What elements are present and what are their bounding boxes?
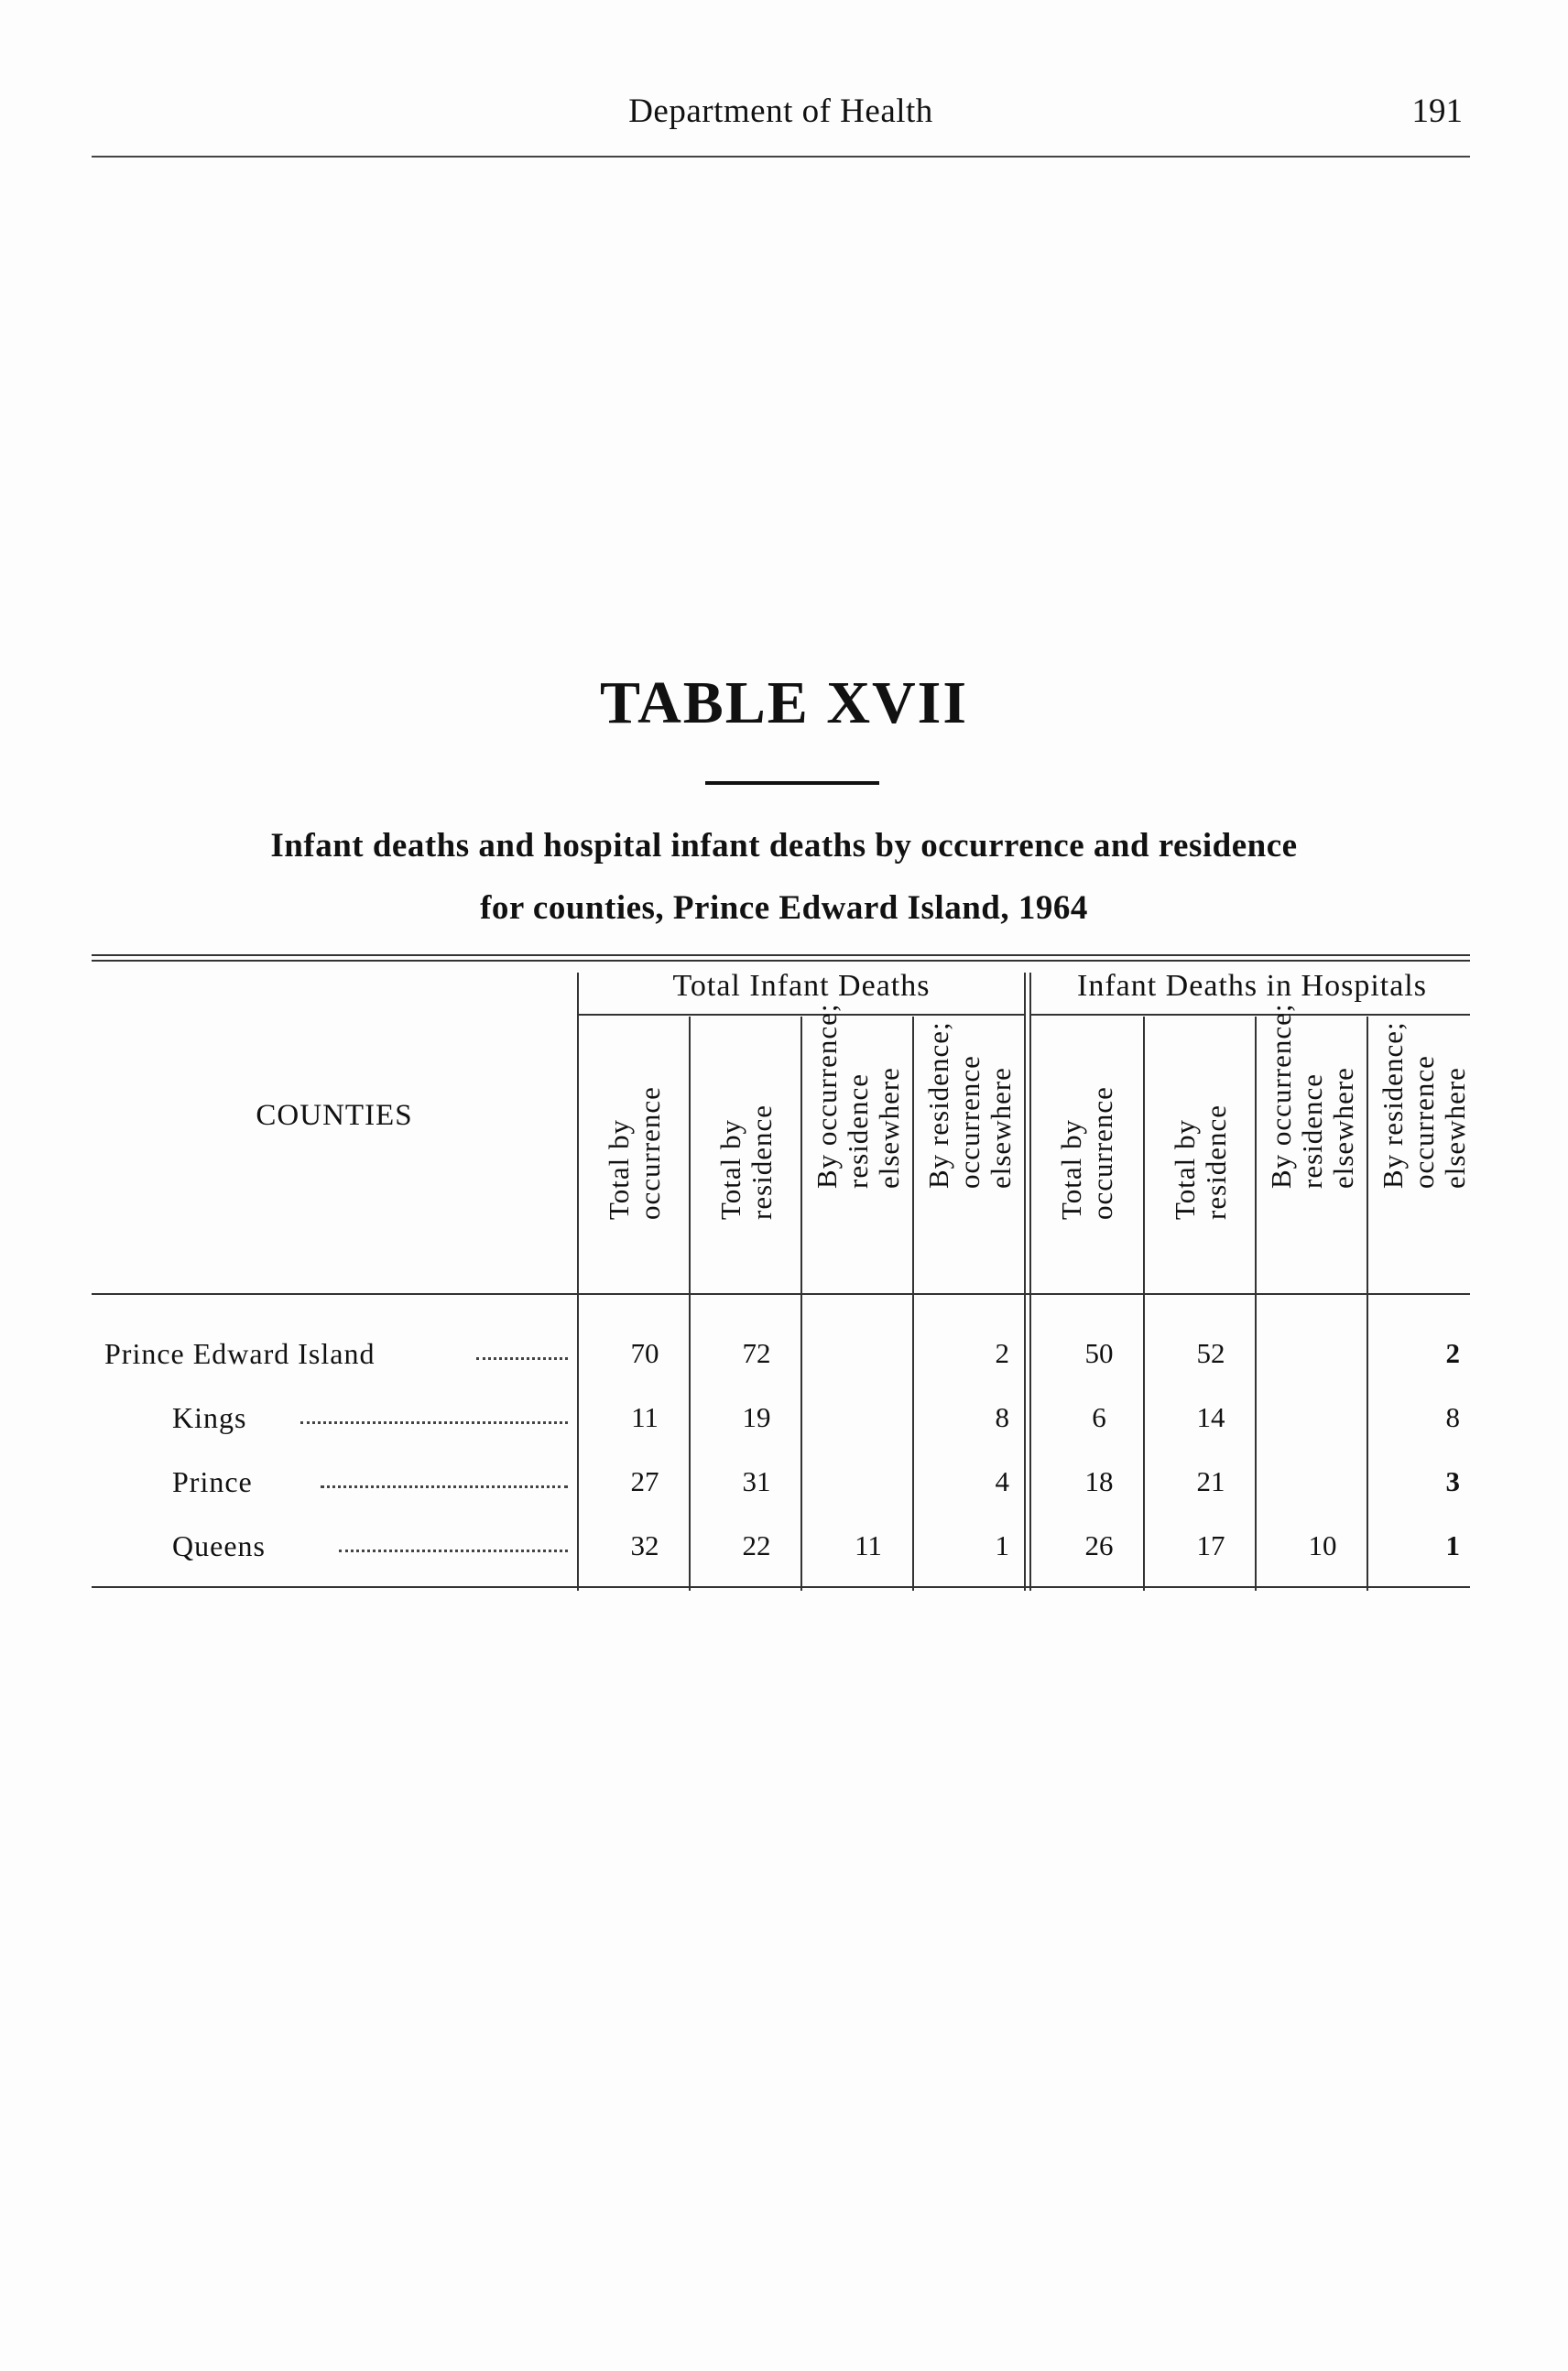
county-name: Kings bbox=[172, 1401, 247, 1434]
table-cell: 11 bbox=[855, 1529, 882, 1561]
dot-leader bbox=[321, 1484, 568, 1488]
running-title: Department of Health bbox=[628, 92, 933, 130]
table-row bbox=[92, 1401, 1470, 1465]
table-cell: 19 bbox=[742, 1401, 771, 1433]
column-header-label: By residence; occurrence elsewhere bbox=[922, 1021, 1017, 1189]
column-header bbox=[1145, 1026, 1257, 1282]
column-header-label: Total by occurrence bbox=[603, 1086, 666, 1220]
column-header-label: Total by residence bbox=[714, 1104, 778, 1220]
table-top-rule bbox=[92, 954, 1470, 956]
county-name: Prince Edward Island bbox=[104, 1337, 376, 1370]
table-cell: 52 bbox=[1196, 1337, 1225, 1369]
table-cell: 2 bbox=[1445, 1337, 1460, 1369]
title-rule bbox=[705, 781, 879, 785]
table-cell: 1 bbox=[1445, 1529, 1460, 1561]
table-cell: 27 bbox=[630, 1465, 659, 1497]
dot-leader bbox=[300, 1419, 568, 1424]
column-header bbox=[1031, 1026, 1143, 1282]
table-cell: 32 bbox=[630, 1529, 659, 1561]
header-bottom-rule bbox=[92, 1293, 1470, 1295]
table-cell: 17 bbox=[1196, 1529, 1225, 1561]
table-cell: 21 bbox=[1196, 1465, 1225, 1497]
table-cell: 11 bbox=[631, 1401, 659, 1433]
table-cell: 4 bbox=[995, 1465, 1009, 1497]
column-header bbox=[802, 1003, 914, 1282]
counties-header: COUNTIES bbox=[256, 1099, 413, 1132]
column-header-label: By occurrence; residence elsewhere bbox=[1265, 1003, 1359, 1189]
table-title: TABLE XVII bbox=[599, 669, 969, 736]
column-header bbox=[691, 1026, 802, 1282]
table-row bbox=[92, 1465, 1470, 1529]
page-number: 191 bbox=[1411, 92, 1463, 130]
table-cell: 8 bbox=[1445, 1401, 1460, 1433]
group-header-hospitals: Infant Deaths in Hospitals bbox=[1077, 969, 1427, 1003]
table-top-rule-double bbox=[92, 960, 1470, 962]
county-name: Queens bbox=[172, 1529, 266, 1562]
table-cell: 70 bbox=[630, 1337, 659, 1369]
running-head bbox=[92, 92, 1470, 158]
table-cell: 8 bbox=[995, 1401, 1009, 1433]
table-cell: 26 bbox=[1084, 1529, 1114, 1561]
column-header bbox=[1257, 1003, 1368, 1282]
column-header bbox=[914, 1021, 1026, 1282]
column-header-label: Total by residence bbox=[1169, 1104, 1232, 1220]
table-cell: 22 bbox=[742, 1529, 771, 1561]
column-header bbox=[1368, 1021, 1480, 1282]
table-subtitle-line2: for counties, Prince Edward Island, 1964 bbox=[480, 889, 1088, 927]
dot-leader bbox=[476, 1355, 568, 1360]
table-cell: 3 bbox=[1445, 1465, 1460, 1497]
table-cell: 10 bbox=[1308, 1529, 1337, 1561]
column-header-label: By occurrence; residence elsewhere bbox=[811, 1003, 905, 1189]
column-header-label: By residence; occurrence elsewhere bbox=[1377, 1021, 1471, 1189]
table-row bbox=[92, 1529, 1470, 1593]
column-header bbox=[579, 1026, 691, 1282]
table-subtitle-line1: Infant deaths and hospital infant deaths by occurrence and residence bbox=[270, 827, 1298, 865]
table-cell: 1 bbox=[995, 1529, 1009, 1561]
table-cell: 6 bbox=[1092, 1401, 1106, 1433]
table-cell: 50 bbox=[1084, 1337, 1114, 1369]
group-header-total: Total Infant Deaths bbox=[672, 969, 931, 1003]
table-row bbox=[92, 1337, 1470, 1401]
table-cell: 72 bbox=[742, 1337, 771, 1369]
table-cell: 14 bbox=[1196, 1401, 1225, 1433]
table-cell: 31 bbox=[742, 1465, 771, 1497]
county-name: Prince bbox=[172, 1465, 253, 1498]
table-cell: 2 bbox=[995, 1337, 1009, 1369]
column-header-label: Total by occurrence bbox=[1055, 1086, 1118, 1220]
dot-leader bbox=[339, 1548, 568, 1552]
table-cell: 18 bbox=[1084, 1465, 1114, 1497]
